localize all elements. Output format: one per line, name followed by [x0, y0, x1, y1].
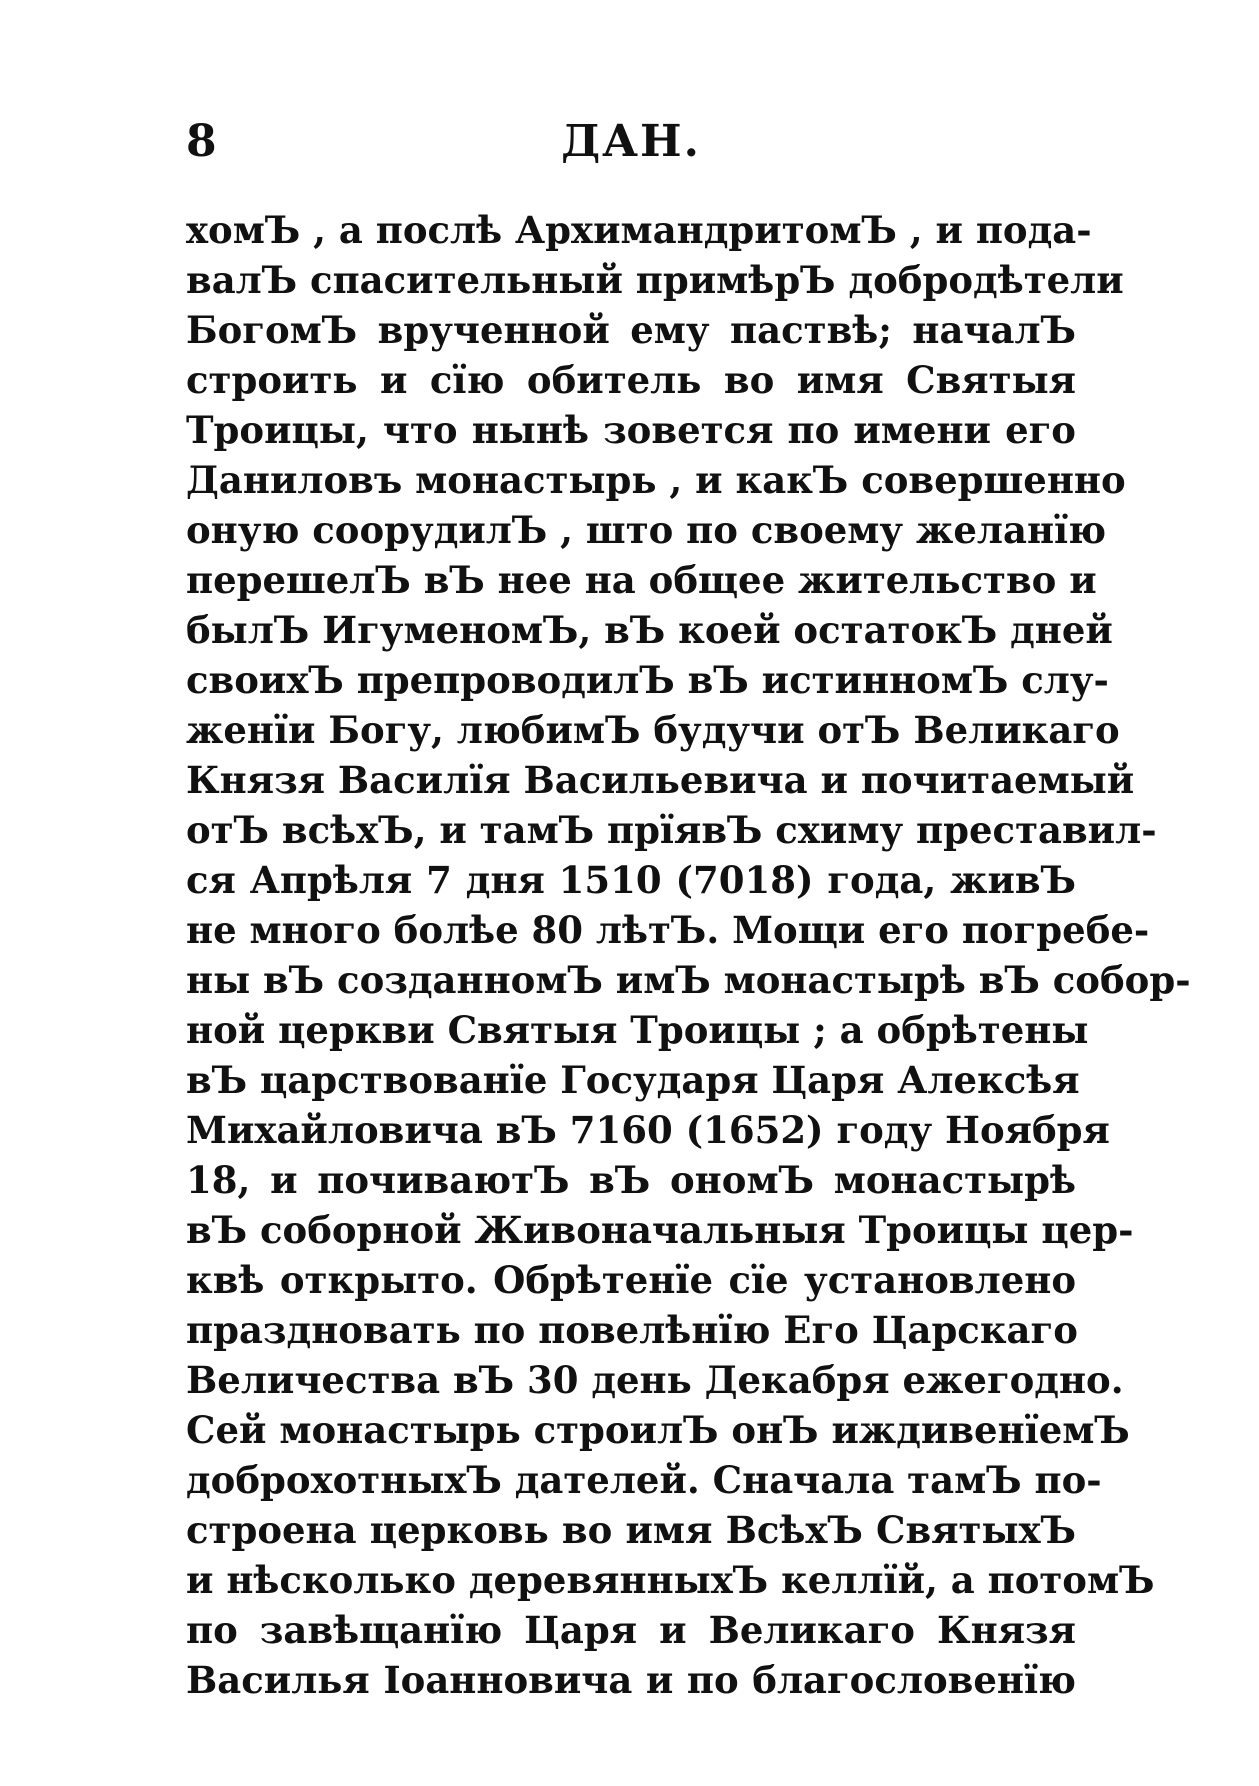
text-line: Сей монастырь строилЪ онЪ иждивенїемЪ — [186, 1408, 1130, 1452]
text-line: и нѣсколько деревянныхЪ келлїй, а потомЪ — [186, 1558, 1155, 1602]
text-line: доброхотныхЪ дателей. Сначала тамЪ по- — [186, 1458, 1102, 1502]
body-text — [186, 205, 1191, 1705]
text-line: Михайловича вЪ 7160 (1652) году Ноября — [186, 1108, 1110, 1152]
text-line: хомЪ , а послѣ АрхимандритомЪ , и пода- — [186, 208, 1092, 252]
text-line: ся Апрѣля 7 дня 1510 (7018) года, живЪ — [186, 858, 1076, 902]
text-line: отЪ всѣхЪ, и тамЪ прїявЪ схиму преставил- — [186, 808, 1157, 852]
text-line: женїи Богу, любимЪ будучи отЪ Великаго — [186, 708, 1120, 752]
text-line: праздновать по повелѣнїю Его Царскаго — [186, 1308, 1078, 1352]
text-line: строить и сїю обитель во имя Святыя — [186, 358, 1076, 402]
text-line: Князя Василїя Васильевича и почитаемый — [186, 758, 1135, 802]
page-header — [186, 112, 1076, 172]
text-line: строена церковь во имя ВсѣхЪ СвятыхЪ — [186, 1508, 1076, 1552]
text-line: оную соорудилЪ , што по своему желанїю — [186, 508, 1107, 552]
text-line: не много болѣе 80 лѣтЪ. Мощи его погребе- — [186, 908, 1150, 952]
page-number: 8 — [186, 116, 217, 167]
text-line: Василья Іоанновича и по благословенїю — [186, 1658, 1076, 1702]
text-line: 18, и почиваютЪ вЪ ономЪ монастырѣ — [186, 1158, 1076, 1202]
text-line: по завѣщанїю Царя и Великаго Князя — [186, 1608, 1076, 1652]
text-line: перешелЪ вЪ нее на общее жительство и — [186, 558, 1097, 602]
text-line: БогомЪ врученной ему паствѣ; началЪ — [186, 308, 1076, 352]
text-line: былЪ ИгуменомЪ, вЪ коей остатокЪ дней — [186, 608, 1113, 652]
text-line: ной церкви Святыя Троицы ; а обрѣтены — [186, 1008, 1089, 1052]
text-line: валЪ спасительный примѣрЪ добродѣтели — [186, 258, 1124, 302]
text-line: квѣ открыто. Обрѣтенїе сїе установлено — [186, 1258, 1076, 1302]
text-line: своихЪ препроводилЪ вЪ истинномЪ слу- — [186, 658, 1109, 702]
text-line: ны вЪ созданномЪ имЪ монастырѣ вЪ собор- — [186, 958, 1191, 1002]
text-line: вЪ соборной Живоначальныя Троицы цер- — [186, 1208, 1134, 1252]
text-line: Троицы, что нынѣ зовется по имени его — [186, 408, 1076, 452]
text-line: вЪ царствованїе Государя Царя Алексѣя — [186, 1058, 1080, 1102]
running-head: ДАН. — [561, 116, 701, 167]
text-line: Величества вЪ 30 день Декабря ежегодно. — [186, 1358, 1124, 1402]
text-line: Даниловъ монастырь , и какЪ совершенно — [186, 458, 1126, 502]
